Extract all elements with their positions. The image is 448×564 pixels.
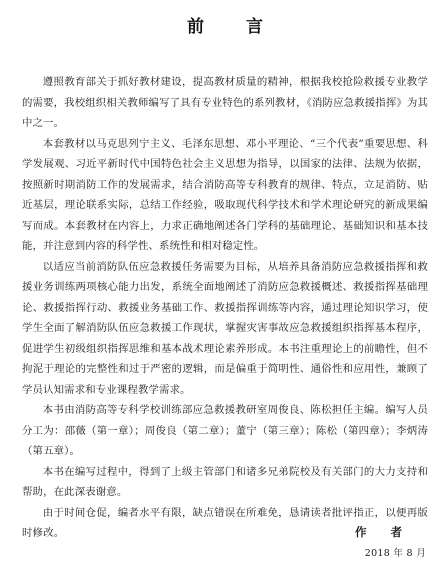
paragraph-5: 本书在编写过程中，得到了上级主管部门和诸多兄弟院校及有关部门的大力支持和帮助，在此深表谢意。 (22, 465, 428, 498)
author-signature: 作 者 (354, 525, 412, 539)
paragraph-4: 本书由消防高等专科学校训练部应急救援教研室周俊良、陈松担任主编。编写人员分工为：邵薇（第一章）；周俊良（第二章）；董宁（第三章）；陈松（第四章）；李炳涛（第五章）。 (22, 404, 428, 457)
publication-date: 2018 年 8 月 (364, 548, 426, 559)
paragraph-2: 本套教材以马克思列宁主义、毛泽东思想、邓小平理论、“三个代表”重要思想、科学发展观、习近平新时代中国特色社会主义思想为指导，以国家的法律、法规为依据，按照新时期消防工作的发展需求，结合消防高等专科教育的规律、特点，立足消防、贴近基层，理论联系实际，总结工作经验，吸取现代科学技术和学术理论研究的新成果编写而成。本套教材在内容上，力求正确地阐述各门学科的基础理论、基础知识和基本技能，并注意到内容的科学性、系统性和相对稳定性。 (22, 137, 428, 252)
paragraph-1: 遵照教育部关于抓好教材建设，提高教材质量的精神，根据我校抢险救援专业教学的需要，我校组织相关教师编写了具有专业特色的系列教材，《消防应急救援指挥》为其中之一。 (22, 76, 428, 129)
page-title: 前 言 (187, 17, 281, 37)
paragraph-3: 以适应当前消防队伍应急救援任务需要为目标，从培养具备消防应急救援指挥和救援业务训练两项核心能力出发，系统全面地阐述了消防应急救援概述、救援指挥基础理论、救援指挥行动、救援业务基础工作、救援指挥训练等内容，通过理论知识学习，使学生全面了解消防队伍应急救援工作现状，掌握灾害事故应急救援组织指挥基本程序，促进学生初级组织指挥思维和基本战术理论素养形成。本书注重理论上的前瞻性，但不拘泥于理论的完整性和过于严密的逻辑，而是偏重于简明性、通俗性和应用性，兼顾了学员认知需求和专业课程教学需求。 (22, 260, 428, 396)
paragraph-6: 由于时间仓促，编者水平有限，缺点错误在所难免，恳请读者批评指正，以便再版时修改。 (22, 506, 428, 539)
